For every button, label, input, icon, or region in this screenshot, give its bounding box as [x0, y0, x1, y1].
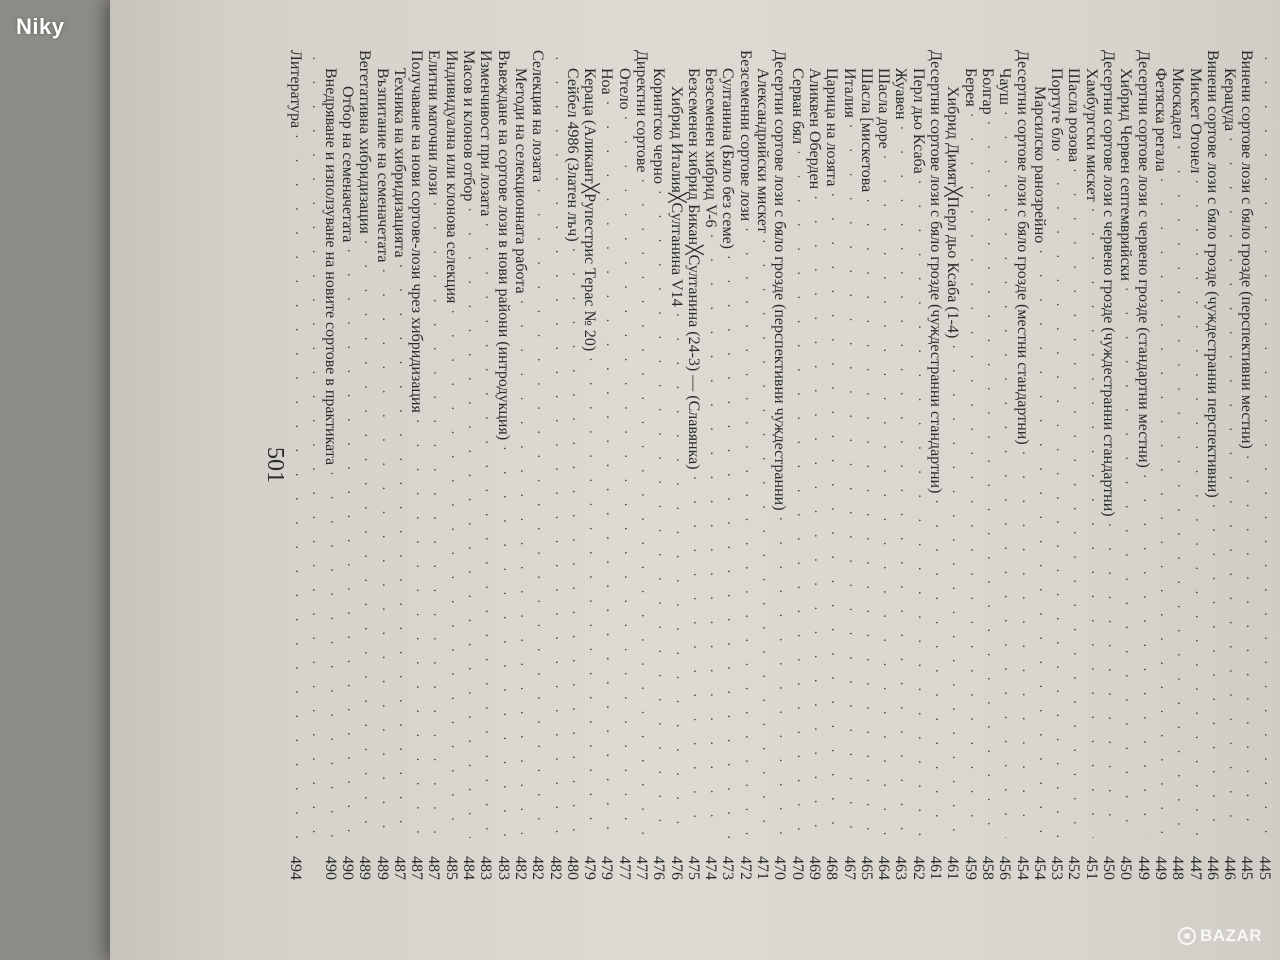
toc-entry-title: Александрийски мискет [754, 68, 772, 233]
dot-leader [512, 300, 528, 838]
dot-leader [1031, 249, 1047, 838]
toc-entry-title: Десертни сортове лози с червено грозде (стандартни местни) [1134, 50, 1152, 468]
toc-entry-page: 480 [563, 856, 581, 880]
toc-entry-page: 487 [390, 856, 408, 880]
toc-entry [529, 50, 546, 880]
dot-leader [962, 113, 978, 838]
toc-entry-page: 479 [581, 856, 599, 880]
toc-entry [581, 50, 598, 880]
toc-entry-title: Керацуда [1221, 68, 1239, 132]
toc-entry-page: 477 [633, 856, 651, 880]
toc-entry-title: Хамбургски мискет [1082, 68, 1100, 202]
dot-leader [564, 248, 580, 838]
toc-entry-page: 463 [892, 856, 910, 880]
dot-leader [616, 116, 632, 838]
dot-leader [720, 255, 736, 838]
dot-leader [408, 419, 424, 838]
toc-entry-title: Марсилско ранозрейно [1030, 86, 1048, 244]
toc-entry [1031, 50, 1048, 880]
brand-logo-icon [1178, 927, 1196, 945]
toc-entry-title: Коринтско черно [650, 68, 668, 184]
toc-entry [408, 50, 425, 880]
toc-entry-title: Португе бло [1048, 68, 1066, 152]
toc-entry-title: Десертни сортове лози с бяло грозде (местни стандартни) [1013, 50, 1031, 445]
toc-entry [944, 50, 961, 880]
toc-entry-page: 490 [338, 856, 356, 880]
toc-entry-title: Шасла [мискетова [857, 68, 875, 193]
toc-entry-title: Болгар [978, 68, 996, 115]
dot-leader [581, 357, 597, 838]
toc-entry-page: 490 [321, 856, 339, 880]
toc-entry-title: Изменчивост при лозата [477, 50, 495, 217]
toc-entry [477, 50, 494, 880]
dot-leader [1100, 523, 1116, 838]
brand-label: BAZAR [1200, 926, 1262, 945]
dot-leader [789, 150, 805, 838]
dot-leader [806, 195, 822, 838]
dot-leader [927, 499, 943, 838]
dot-leader [1169, 145, 1185, 838]
toc-entry [547, 50, 564, 880]
toc-entry-title: Мюскадел [1169, 68, 1187, 140]
toc-entry-title: Винени сортове лози с бяло грозде (чуждестранни перспективни) [1203, 50, 1221, 498]
toc-entry [443, 50, 460, 880]
toc-entry-page: 454 [1013, 856, 1031, 880]
book-page [110, 0, 1280, 960]
toc-entry-page: 449 [1134, 856, 1152, 880]
toc-entry-page: 482 [546, 856, 564, 880]
toc-entry-title: Сейбел 4986 (Златен лъч) [563, 68, 581, 242]
dot-leader [668, 313, 684, 838]
toc-entry [564, 50, 581, 880]
toc-entry-title: Литература [287, 50, 305, 129]
toc-entry [1238, 50, 1255, 880]
toc-entry-page: 487 [425, 856, 443, 880]
toc-entry-page: 482 [511, 856, 529, 880]
toc-entry-page: 450 [1100, 856, 1118, 880]
dot-leader [771, 517, 787, 838]
toc-entry [322, 50, 339, 880]
toc-entry-page: 483 [477, 856, 495, 880]
toc-entry-page: 485 [442, 856, 460, 880]
toc-entry-page: 468 [823, 856, 841, 880]
toc-entry-title: Шасла розова [1065, 68, 1083, 163]
dot-leader [322, 471, 338, 838]
toc-entry [391, 50, 408, 880]
toc-entry-title: Масов и клонов отбор [460, 50, 478, 202]
brand-watermark [1178, 926, 1262, 946]
toc-entry-page: 447 [1186, 856, 1204, 880]
toc-entry-page: 471 [754, 856, 772, 880]
toc-entry-page: 479 [598, 856, 616, 880]
toc-entry-page: 469 [805, 856, 823, 880]
toc-entry [616, 50, 633, 880]
toc-entry [910, 50, 927, 880]
dot-leader [529, 188, 545, 838]
toc-entry-title: Безсеменен хибрид Бикан╳Султанина (24-3) — (Славянка) [684, 68, 702, 470]
toc-entry-page: 470 [771, 856, 789, 880]
toc-entry-title: Чауш [996, 68, 1014, 106]
toc-entry-page: 448 [1169, 856, 1187, 880]
toc-entry-page: 462 [909, 856, 927, 880]
rotated-table-of-contents [263, 0, 1273, 880]
toc-entry-title: Получаване на нови сортове-лози чрез хибридизация [408, 50, 426, 413]
toc-entry-title: Аликвен Оберден [805, 68, 823, 190]
toc-entry-page: 465 [857, 856, 875, 880]
dot-leader [1152, 178, 1168, 838]
toc-entry [1169, 50, 1186, 880]
toc-entry [720, 50, 737, 880]
dot-leader [443, 309, 459, 838]
toc-entry-title: Фетяска регала [1151, 68, 1169, 172]
toc-entry-title: Перл дьо Ксаба [909, 68, 927, 174]
toc-entry-page: 473 [719, 856, 737, 880]
toc-entry-title: Италия [840, 68, 858, 118]
dot-leader [1187, 179, 1203, 838]
dot-leader [1014, 451, 1030, 838]
toc-entry-title: Директни сортове [633, 50, 651, 173]
toc-entry [754, 50, 771, 880]
toc-entry [425, 50, 442, 880]
toc-entry-title: Вегетативна хибридизация [356, 50, 374, 234]
toc-entry [806, 50, 823, 880]
dot-leader [875, 155, 891, 838]
dot-leader [702, 233, 718, 838]
toc-entry-page: 482 [529, 856, 547, 880]
toc-entry [460, 50, 477, 880]
toc-entry-title: Внедряване и използуване на новите сортове в практиката [321, 68, 339, 466]
toc-entry-page: 453 [1048, 856, 1066, 880]
toc-entry [650, 50, 667, 880]
toc-entry-page: 474 [702, 856, 720, 880]
dot-leader [823, 193, 839, 839]
dot-leader [892, 126, 908, 838]
toc-entry-title: Султанина (Бяло без семе) [719, 68, 737, 249]
toc-entry-page: 451 [1082, 856, 1100, 880]
toc-entry-page: 489 [356, 856, 374, 880]
toc-entry-page: 477 [615, 856, 633, 880]
dot-leader [754, 239, 770, 838]
dot-leader [1083, 208, 1099, 838]
toc-entry-page: 475 [684, 856, 702, 880]
toc-entry [1256, 50, 1273, 880]
toc-entry-title: Безсеменен хибрид V-6 [702, 68, 720, 228]
toc-entry-page: 445 [1238, 856, 1256, 880]
dot-leader [460, 207, 476, 838]
dot-leader [996, 111, 1012, 838]
toc-entry-page: 470 [788, 856, 806, 880]
toc-entry-page: 459 [961, 856, 979, 880]
toc-entry-title: Въвеждане на сортове лози в нови райони (интродукция) [494, 50, 512, 441]
dot-leader [858, 198, 874, 838]
toc-entry [374, 50, 391, 880]
dot-leader [374, 269, 390, 838]
dot-leader [633, 179, 649, 839]
dot-leader [477, 222, 493, 838]
toc-entry [287, 50, 304, 880]
toc-entry [1014, 50, 1031, 880]
toc-entry-title: Десертни сортове лози с бяло грозде (чуждестранни стандартни) [927, 50, 945, 494]
dot-leader [547, 56, 563, 838]
toc-entry-page: 446 [1221, 856, 1239, 880]
toc-entry-title: Методи на селекционната работа [511, 68, 529, 294]
toc-entry-page: 452 [1065, 856, 1083, 880]
toc-entry-title: Отело [615, 68, 633, 110]
toc-entry-title: Безсеменни сортове лози [736, 50, 754, 222]
toc-entry-page: 450 [1117, 856, 1135, 880]
toc-entry-page: 456 [996, 856, 1014, 880]
toc-entry-page: 446 [1203, 856, 1221, 880]
toc-entry-title: Берея [961, 68, 979, 107]
toc-entry [858, 50, 875, 880]
toc-entry-page: 464 [875, 856, 893, 880]
toc-entry [1048, 50, 1065, 880]
toc-entry [979, 50, 996, 880]
dot-leader [1238, 455, 1254, 838]
toc-entry [1083, 50, 1100, 880]
toc-entry [1152, 50, 1169, 880]
toc-entry-page: 476 [650, 856, 668, 880]
dot-leader [1135, 474, 1151, 838]
watermark-username: Niky [16, 14, 65, 39]
toc-entry-title: Селекция на лозата [529, 50, 547, 183]
dot-leader [737, 227, 753, 838]
toc-entry-title: Ноа [598, 68, 616, 95]
toc-entry-page: 449 [1151, 856, 1169, 880]
toc-entry-title: Жуавен [892, 68, 910, 120]
toc-entry [771, 50, 788, 880]
toc-entry-title: Шасла доре [875, 68, 893, 149]
toc-entry-page: 461 [944, 856, 962, 880]
dot-leader [910, 180, 926, 838]
toc-entry-title: Десертни сортове лози с бяло грозде (перспективни чуждестранни) [771, 50, 789, 511]
toc-entry-page: 484 [460, 856, 478, 880]
dot-leader [1065, 168, 1081, 838]
toc-entry-title: Хибрид Червен септемврийски [1117, 68, 1135, 281]
toc-entry [823, 50, 840, 880]
dot-leader [1221, 137, 1237, 838]
toc-entry [702, 50, 719, 880]
toc-entry [996, 50, 1013, 880]
toc-entry [512, 50, 529, 880]
toc-entry-title: Кераца (Аликант╳Рупестрис Терас № 20) [581, 68, 599, 352]
toc-entry-page: 483 [494, 856, 512, 880]
toc-entry [1135, 50, 1152, 880]
toc-entry-page: 476 [667, 856, 685, 880]
dot-leader [495, 446, 511, 838]
page-number: 501 [262, 447, 288, 483]
toc-entry [1221, 50, 1238, 880]
toc-entry-title: Царица на лозята [823, 68, 841, 187]
toc-entry-title: Винени сортове лози с бяло грозде (перспективни местни) [1238, 50, 1256, 449]
toc-entry-title: Хибрид Димят╳Перл дьо Ксаба (1-4) [944, 86, 962, 339]
dot-leader [650, 190, 666, 838]
dot-leader [685, 476, 701, 838]
toc-entry [633, 50, 650, 880]
dot-leader [356, 240, 372, 838]
toc-entry-title: Десертни сортове лози с червено грозде (чуждестранни стандартни) [1100, 50, 1118, 517]
toc-entry [789, 50, 806, 880]
toc-entry [875, 50, 892, 880]
dot-leader [391, 264, 407, 838]
toc-entry-title: Отбор на семеначетата [338, 86, 356, 243]
toc-entry [927, 50, 944, 880]
toc-entry-page: 494 [287, 856, 305, 880]
toc-entry-page: 461 [927, 856, 945, 880]
toc-entry-page: 458 [978, 856, 996, 880]
toc-entry-title: Възпитание на семеначетата [373, 68, 391, 263]
toc-entry [685, 50, 702, 880]
toc-entry-page: 467 [840, 856, 858, 880]
toc-entry-page: 445 [1255, 856, 1273, 880]
toc-entry-page: 454 [1030, 856, 1048, 880]
toc-entry [339, 50, 356, 880]
dot-leader [425, 202, 441, 838]
toc-entry [304, 50, 321, 880]
toc-entry [598, 50, 615, 880]
toc-entry [668, 50, 685, 880]
dot-leader [304, 56, 320, 838]
toc-entry-page: 472 [736, 856, 754, 880]
toc-entry-title: Серван бял [788, 68, 806, 145]
toc-entry [841, 50, 858, 880]
toc-entry [892, 50, 909, 880]
toc-entry-title: Хибрид Италия╳Султанина V14 [667, 86, 685, 307]
toc-entry [1187, 50, 1204, 880]
toc-entry [1204, 50, 1221, 880]
toc-entry [962, 50, 979, 880]
toc-entry [495, 50, 512, 880]
dot-leader [944, 344, 960, 838]
toc-entry [1065, 50, 1082, 880]
dot-leader [1048, 157, 1064, 838]
toc-entry-title: Техника на хибридизацията [390, 68, 408, 258]
dot-leader [598, 101, 614, 838]
dot-leader [841, 124, 857, 838]
dot-leader [1204, 504, 1220, 838]
toc-entry-title: Елитни маточни лози [425, 50, 443, 196]
toc-entry [1117, 50, 1134, 880]
dot-leader [1117, 287, 1133, 838]
table-of-contents [287, 50, 1273, 880]
toc-entry-title: Индивидуална или клонова селекция [442, 50, 460, 304]
toc-entry-page: 489 [373, 856, 391, 880]
dot-leader [979, 121, 995, 838]
toc-entry [1100, 50, 1117, 880]
dot-leader [1256, 56, 1272, 838]
toc-entry-title: Мискет Отонел [1186, 68, 1204, 174]
toc-entry [356, 50, 373, 880]
dot-leader [287, 134, 303, 838]
toc-entry-page: 487 [408, 856, 426, 880]
dot-leader [339, 248, 355, 838]
toc-entry [737, 50, 754, 880]
